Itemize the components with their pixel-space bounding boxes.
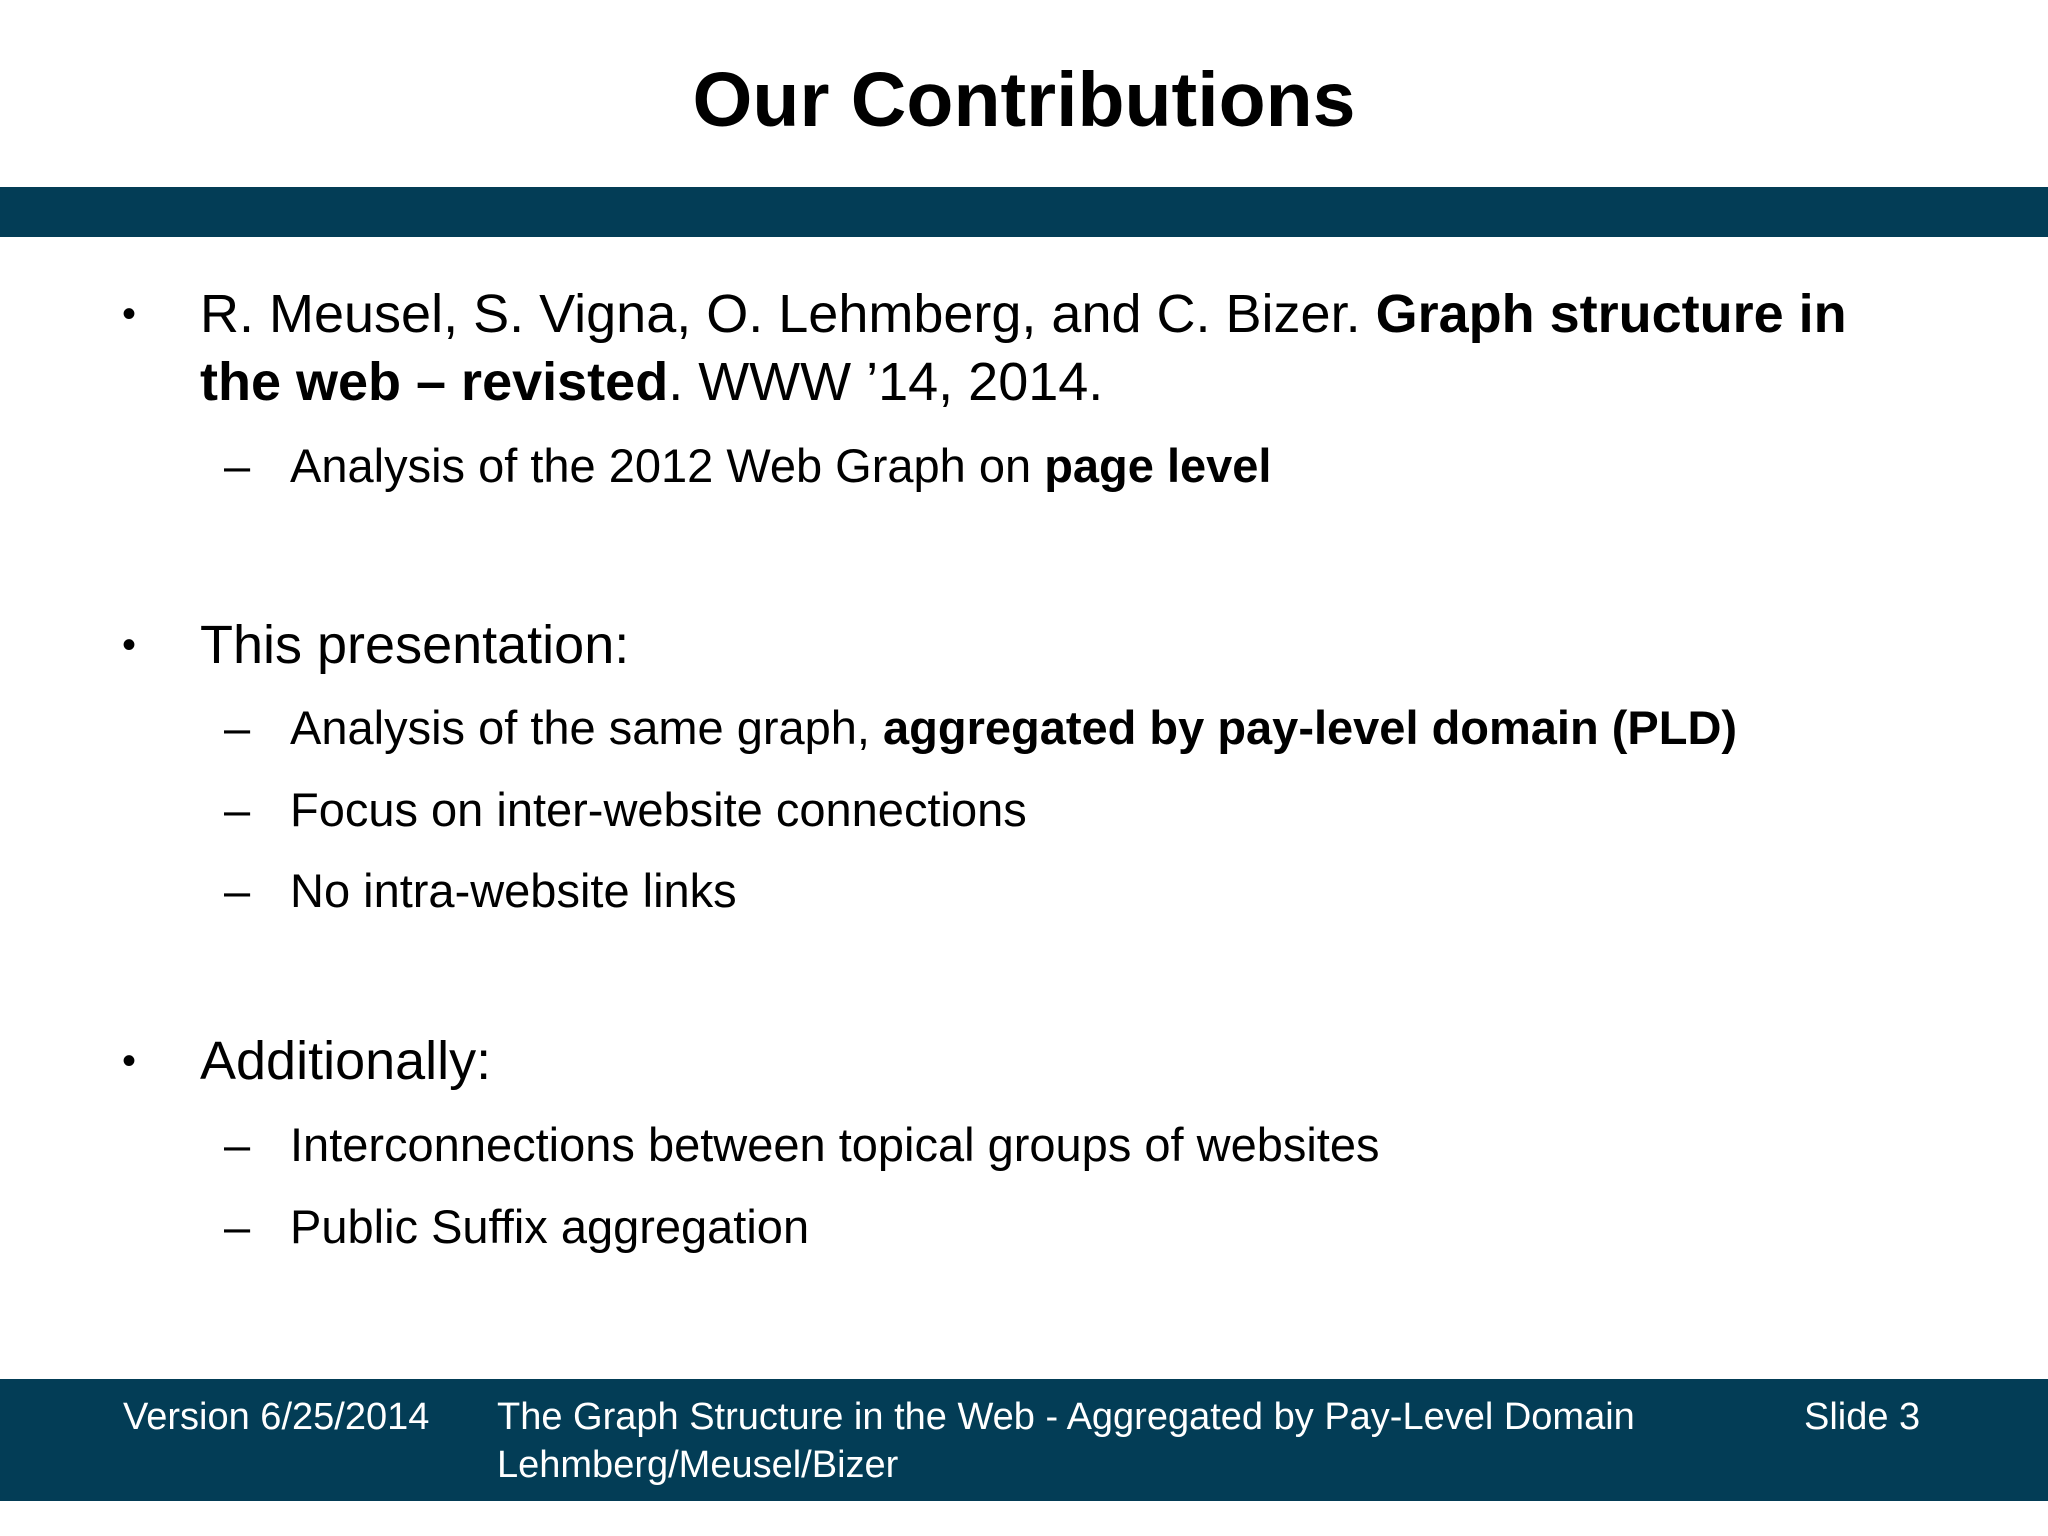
sub-item-page-level xyxy=(224,436,1930,496)
sub-text: No intra-website links xyxy=(290,864,737,917)
footer-slide-number: Slide 3 xyxy=(1804,1396,1921,1438)
sub-item-public-suffix xyxy=(224,1197,1930,1257)
sub-marker: – xyxy=(224,701,251,754)
bullet-text: . WWW ’14, 2014. xyxy=(668,352,1104,412)
bullet-text: This presentation: xyxy=(200,615,630,675)
sub-text: Analysis of the same graph, xyxy=(290,701,884,754)
sub-item-pld xyxy=(224,698,1930,758)
footer-authors-line: Lehmberg/Meusel/Bizer xyxy=(497,1444,899,1486)
sub-marker: – xyxy=(224,1200,251,1253)
footer-version: Version 6/25/2014 xyxy=(123,1396,430,1438)
bullet-marker: • xyxy=(122,623,137,667)
sub-text: Focus on inter-website connections xyxy=(290,783,1027,836)
bullet-marker: • xyxy=(122,1039,137,1083)
bullet-item-additionally xyxy=(122,1027,1900,1095)
sub-text: Analysis of the 2012 Web Graph on xyxy=(290,439,1045,492)
sub-text-bold: aggregated by pay-level domain (PLD) xyxy=(883,701,1738,754)
sub-marker: – xyxy=(224,783,251,836)
footer-title-line: The Graph Structure in the Web - Aggregated by Pay-Level Domain xyxy=(497,1396,1635,1438)
sub-marker: – xyxy=(224,1118,251,1171)
slide-title: Our Contributions xyxy=(692,57,1356,143)
sub-item-topical-groups xyxy=(224,1115,1930,1175)
bullet-item-citation xyxy=(122,280,1900,416)
bullet-text: Additionally: xyxy=(200,1031,492,1091)
bullet-item-this-presentation xyxy=(122,611,1900,679)
footer-presentation-title xyxy=(497,1393,1697,1489)
bullet-text: R. Meusel, S. Vigna, O. Lehmberg, and C. Bizer. xyxy=(200,284,1376,344)
bullet-marker: • xyxy=(122,292,137,336)
sub-item-intra-website xyxy=(224,861,1930,921)
slide-footer xyxy=(0,1379,2048,1501)
sub-text-bold: page level xyxy=(1044,439,1272,492)
sub-marker: – xyxy=(224,439,251,492)
sub-marker: – xyxy=(224,864,251,917)
sub-text: Public Suffix aggregation xyxy=(290,1200,810,1253)
sub-text: Interconnections between topical groups of websites xyxy=(290,1118,1380,1171)
sub-item-inter-website xyxy=(224,780,1930,840)
bullet-text-bold: Graph structure in the web – revisted xyxy=(200,284,1847,412)
